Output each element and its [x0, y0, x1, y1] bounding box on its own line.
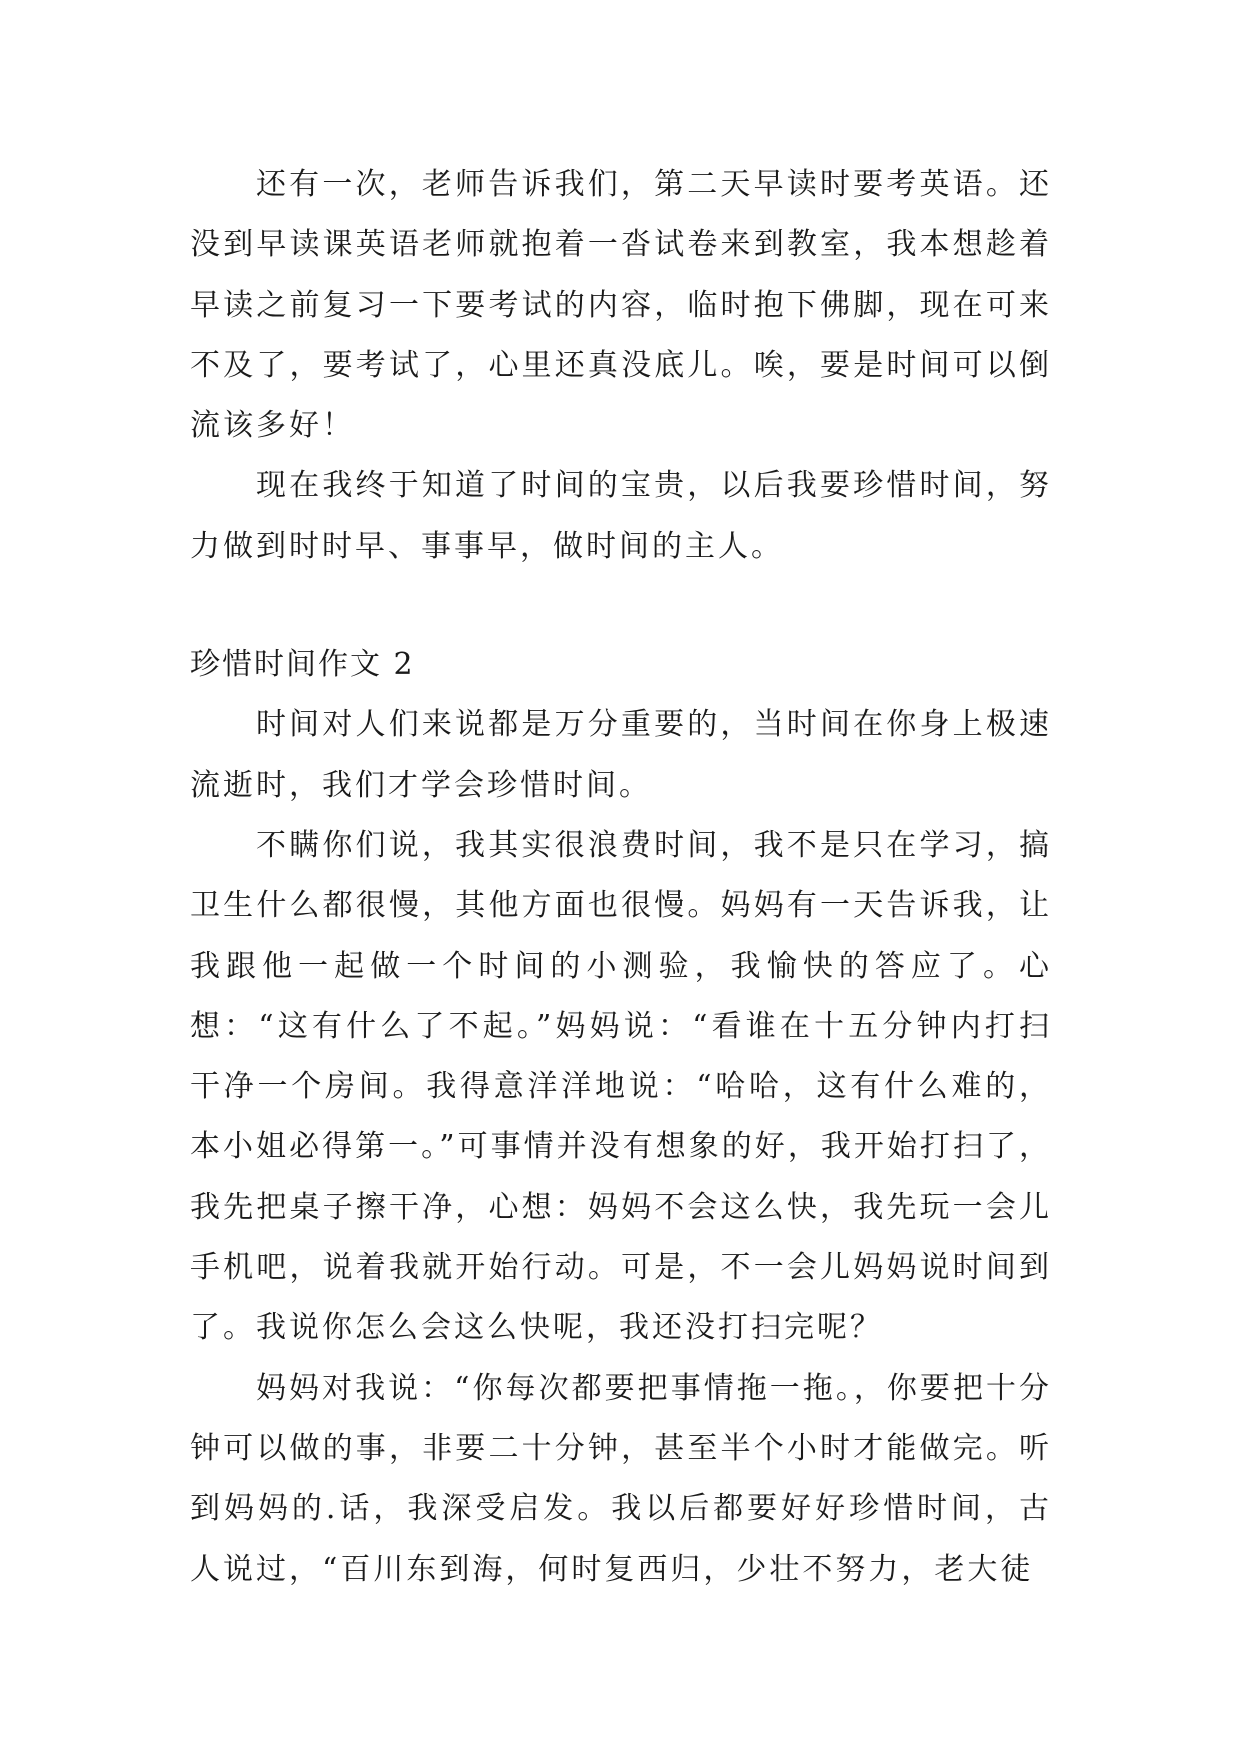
document-page — [190, 155, 1052, 1600]
paragraph-cleaning-story: 不瞒你们说，我其实很浪费时间，我不是只在学习，搞卫生什么都很慢，其他方面也很慢。妈妈有一天告诉我，让我跟他一起做一个时间的小测验，我愉快的答应了。心想：“这有什么了不起。”妈妈说：“看谁在十五分钟内打扫干净一个房间。我得意洋洋地说：“哈哈，这有什么难的，本小姐必得第一。”可事情并没有想象的好，我开始打扫了，我先把桌子擦干净，心想：妈妈不会这么快，我先玩一会儿手机吧，说着我就开始行动。可是，不一会儿妈妈说时间到了。我说你怎么会这么快呢，我还没打扫完呢？ — [190, 827, 1052, 1346]
paragraph-mother-advice: 妈妈对我说：“你每次都要把事情拖一拖。，你要把十分钟可以做的事，非要二十分钟，甚至半个小时才能做完。听到妈妈的.话，我深受启发。我以后都要好好珍惜时间，古人说过，“百川东到海，何时复西归，少壮不努力，老大徒 — [190, 1370, 1052, 1587]
paragraph-intro: 时间对人们来说都是万分重要的，当时间在你身上极速流逝时，我们才学会珍惜时间。 — [190, 707, 1052, 803]
section-heading: 珍惜时间作文 2 — [190, 647, 415, 683]
paragraph-exam-story: 还有一次，老师告诉我们，第二天早读时要考英语。还没到早读课英语老师就抱着一沓试卷来到教室，我本想趁着早读之前复习一下要考试的内容，临时抱下佛脚，现在可来不及了，要考试了，心里还真没底儿。唉，要是时间可以倒流该多好！ — [190, 167, 1052, 444]
paragraph-conclusion: 现在我终于知道了时间的宝贵，以后我要珍惜时间，努力做到时时早、事事早，做时间的主人。 — [190, 468, 1052, 564]
